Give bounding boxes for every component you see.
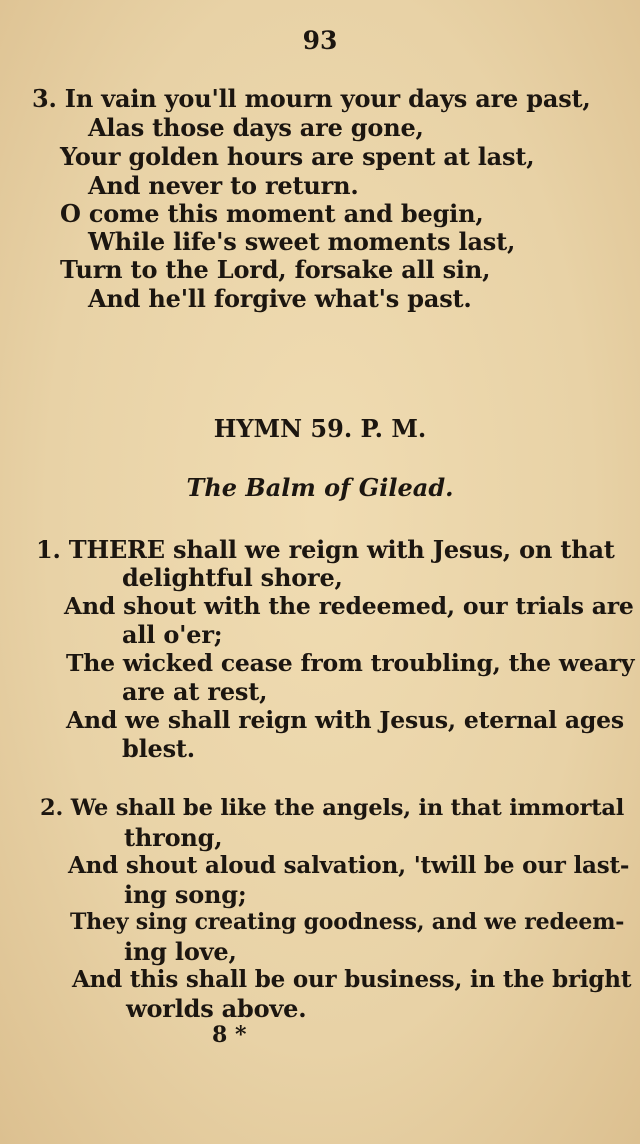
verse-line: And shout with the redeemed, our trials are [64,592,634,620]
verse-line: ing song; [124,880,247,909]
verse-line: They sing creating goodness, and we redeem- [70,909,625,935]
signature-mark: 8 * [212,1022,247,1048]
stanza-line: Turn to the Lord, forsake all sin, [60,255,491,284]
verse-line: blest. [122,734,195,763]
verse-line: And we shall reign with Jesus, eternal ages [66,706,624,734]
page-number: 93 [302,26,338,55]
stanza-line: While life's sweet moments last, [88,227,516,256]
hymn-title: The Balm of Gilead. [186,473,454,502]
hymn-heading: HYMN 59. P. M. [213,414,427,443]
verse-line: The wicked cease from troubling, the weary [66,649,635,677]
verse-line: throng, [124,823,223,852]
stanza-line: 3. In vain you'll mourn your days are past, [32,84,591,113]
verse-line: 2. We shall be like the angels, in that immortal [40,795,625,821]
verse-line: all o'er; [122,620,223,649]
verse-line: 1. THERE shall we reign with Jesus, on that [36,535,615,564]
stanza-line: Your golden hours are spent at last, [60,142,535,171]
verse-line: ing love, [124,937,237,966]
verse-line: And shout aloud salvation, 'twill be our last- [68,852,630,879]
stanza-line: O come this moment and begin, [60,199,484,228]
verse-line: And this shall be our business, in the bright [72,966,632,993]
verse-line: worlds above. [126,994,307,1023]
verse-line: delightful shore, [122,563,343,592]
verse-line: are at rest, [122,677,268,706]
stanza-line: And he'll forgive what's past. [88,284,472,313]
stanza-line: And never to return. [88,171,359,200]
stanza-line: Alas those days are gone, [88,113,424,142]
